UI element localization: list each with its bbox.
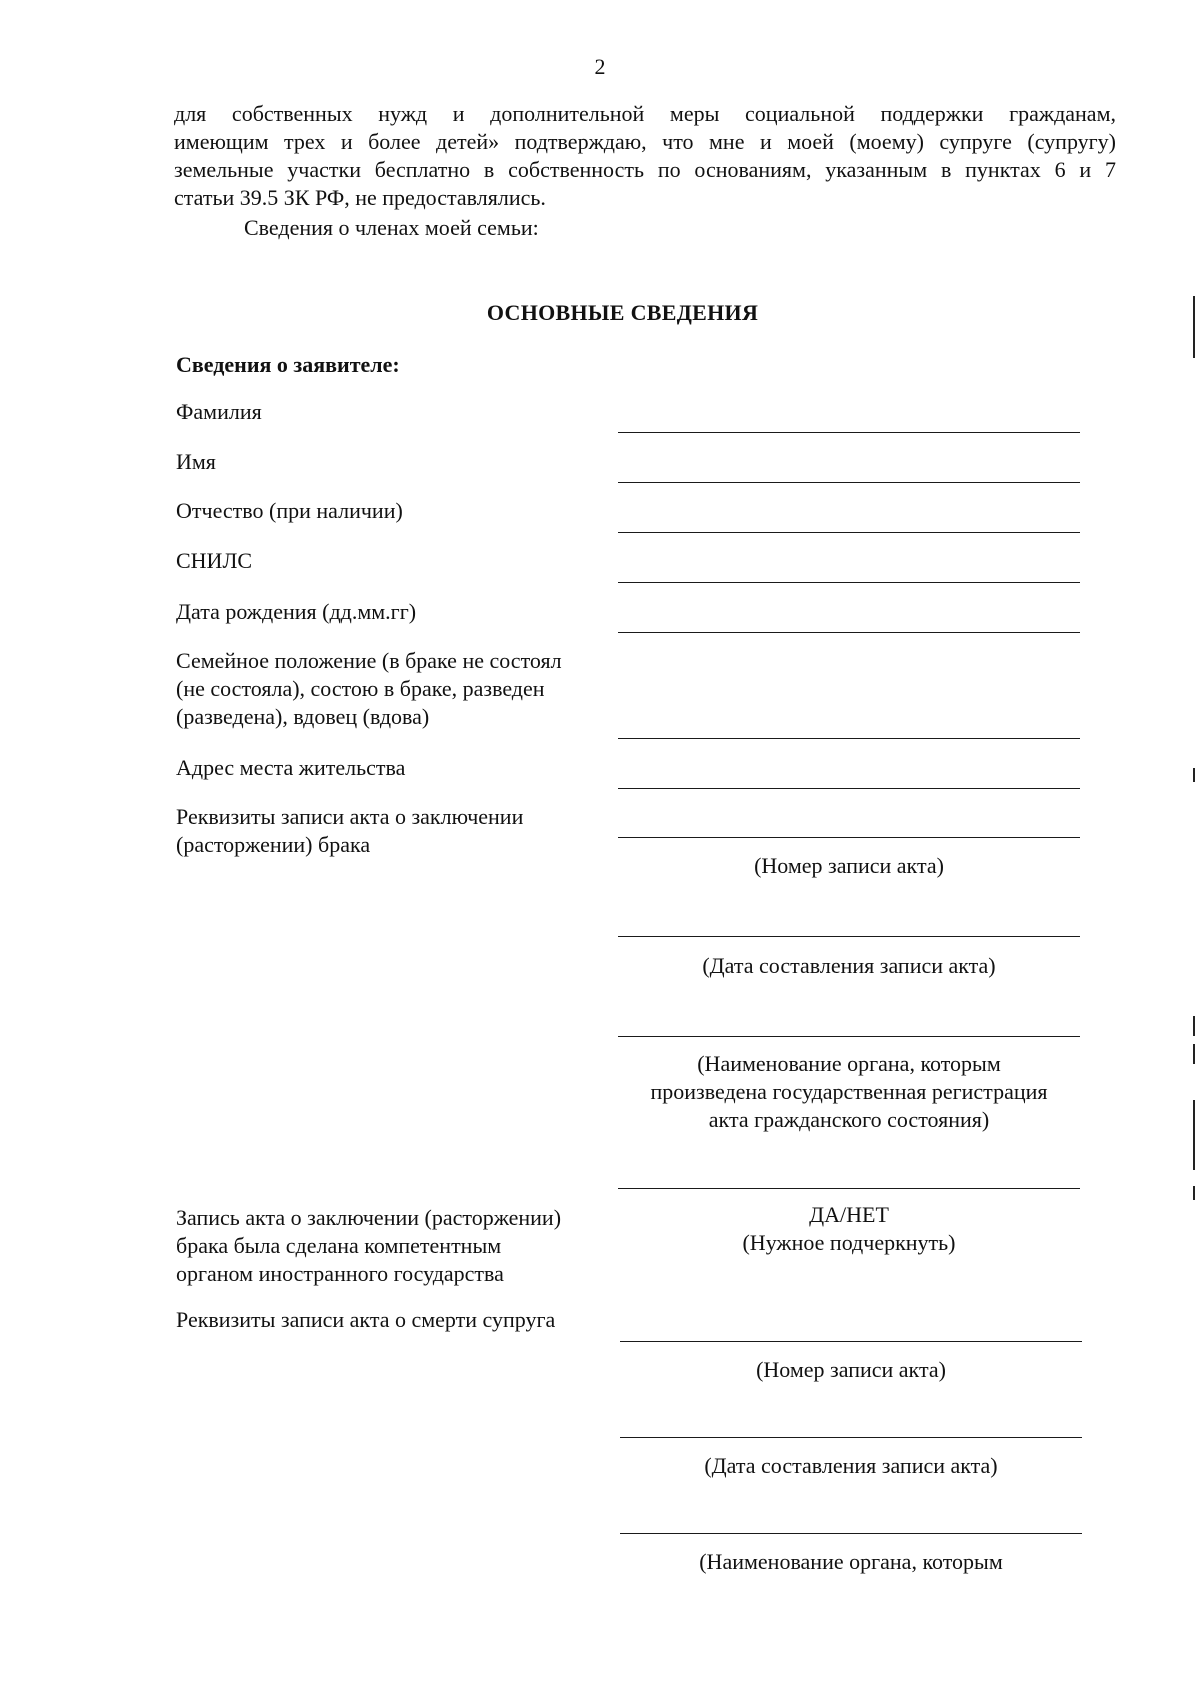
birth-date-field[interactable] bbox=[618, 632, 1080, 633]
scan-edge-mark bbox=[1193, 1186, 1195, 1200]
scan-edge-mark bbox=[1193, 1016, 1195, 1036]
name-field[interactable] bbox=[618, 482, 1080, 483]
death-record-label: Реквизиты записи акта о смерти супруга bbox=[176, 1307, 556, 1332]
marriage-record-line: (расторжении) брака bbox=[176, 832, 371, 857]
intro-paragraph bbox=[174, 100, 1116, 212]
address-field[interactable] bbox=[618, 788, 1080, 789]
marital-status-label bbox=[176, 647, 562, 731]
foreign-record-line: органом иностранного государства bbox=[176, 1261, 504, 1286]
yes-no-option[interactable]: ДА/НЕТ bbox=[809, 1202, 889, 1227]
death-record-date-field[interactable] bbox=[620, 1437, 1082, 1438]
death-record-number-field[interactable] bbox=[620, 1341, 1082, 1342]
foreign-record-line: брака была сделана компетентным bbox=[176, 1233, 502, 1258]
authority-caption bbox=[618, 1050, 1080, 1134]
death-record-number-caption: (Номер записи акта) bbox=[756, 1357, 946, 1382]
death-record-date-caption: (Дата составления записи акта) bbox=[704, 1453, 998, 1478]
name-label: Имя bbox=[176, 449, 216, 474]
marriage-authority-field[interactable] bbox=[618, 1036, 1080, 1037]
marriage-record-date-field[interactable] bbox=[618, 936, 1080, 937]
death-authority-field[interactable] bbox=[620, 1533, 1082, 1534]
scan-edge-mark bbox=[1193, 296, 1195, 358]
patronymic-label: Отчество (при наличии) bbox=[176, 498, 403, 523]
record-number-caption: (Номер записи акта) bbox=[754, 853, 944, 878]
underline-note: (Нужное подчеркнуть) bbox=[742, 1230, 956, 1255]
surname-field[interactable] bbox=[618, 432, 1080, 433]
surname-label: Фамилия bbox=[176, 399, 262, 424]
patronymic-field[interactable] bbox=[618, 532, 1080, 533]
authority-caption-line: (Наименование органа, которым bbox=[697, 1051, 1001, 1076]
scan-edge-mark bbox=[1193, 1100, 1195, 1170]
scan-edge-mark bbox=[1193, 768, 1195, 782]
section-title: ОСНОВНЫЕ СВЕДЕНИЯ bbox=[486, 300, 759, 325]
record-date-caption: (Дата составления записи акта) bbox=[702, 953, 996, 978]
marriage-record-number-field[interactable] bbox=[618, 837, 1080, 838]
death-authority-caption: (Наименование органа, которым bbox=[699, 1549, 1003, 1574]
marital-status-line: Семейное положение (в браке не состоял bbox=[176, 648, 562, 673]
foreign-record-label bbox=[176, 1204, 561, 1288]
foreign-record-line: Запись акта о заключении (расторжении) bbox=[176, 1205, 562, 1230]
applicant-heading: Сведения о заявителе: bbox=[176, 352, 400, 377]
family-intro: Сведения о членах моей семьи: bbox=[244, 215, 539, 240]
marriage-record-label bbox=[176, 803, 523, 859]
intro-line: имеющим трех и более детей» подтверждаю, что мне и моей (моему) супруге (супругу) bbox=[174, 129, 1116, 154]
intro-line: для собственных нужд и дополнительной меры социальной поддержки гражданам, bbox=[174, 101, 1116, 126]
snils-field[interactable] bbox=[618, 582, 1080, 583]
intro-line: земельные участки бесплатно в собственность по основаниям, указанным в пунктах 6 и 7 bbox=[174, 157, 1116, 182]
marital-status-line: (не состояла), состою в браке, разведен bbox=[176, 676, 545, 701]
marriage-record-line: Реквизиты записи акта о заключении bbox=[176, 804, 524, 829]
snils-label: СНИЛС bbox=[176, 548, 253, 573]
birth-date-label: Дата рождения (дд.мм.гг) bbox=[176, 599, 417, 624]
authority-caption-line: акта гражданского состояния) bbox=[708, 1107, 990, 1132]
scan-edge-mark bbox=[1193, 1044, 1195, 1064]
marital-status-line: (разведена), вдовец (вдова) bbox=[176, 704, 430, 729]
page-number: 2 bbox=[594, 54, 606, 79]
intro-line: статьи 39.5 ЗК РФ, не предоставлялись. bbox=[174, 185, 546, 210]
foreign-record-field[interactable] bbox=[618, 1188, 1080, 1189]
marital-status-field[interactable] bbox=[618, 738, 1080, 739]
authority-caption-line: произведена государственная регистрация bbox=[650, 1079, 1048, 1104]
address-label: Адрес места жительства bbox=[176, 755, 406, 780]
